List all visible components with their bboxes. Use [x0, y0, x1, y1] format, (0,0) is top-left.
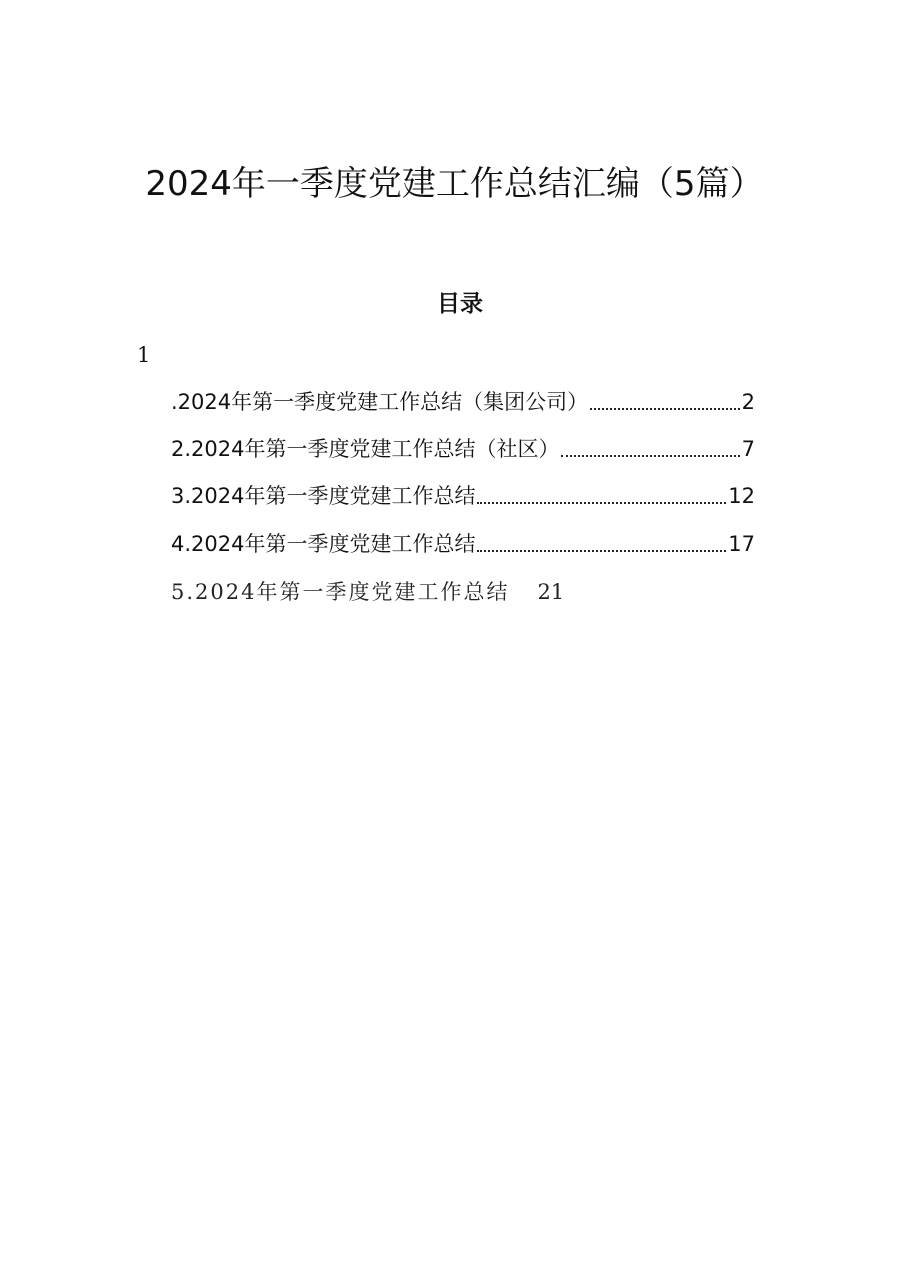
toc-entry-page: 7 — [741, 437, 755, 461]
toc-entry-page: 21 — [537, 580, 565, 604]
toc-entry-text: 4.2024年第一季度党建工作总结 — [171, 532, 476, 556]
toc-dot-leader — [477, 502, 726, 504]
toc-entry-1[interactable] — [171, 386, 755, 418]
toc-entry-text: 5.2024年第一季度党建工作总结 — [171, 580, 510, 604]
toc-dot-leader — [561, 455, 739, 457]
toc-dot-leader — [477, 550, 726, 552]
document-title: 2024年一季度党建工作总结汇编（5篇） — [145, 164, 764, 204]
toc-entry-text: 3.2024年第一季度党建工作总结 — [171, 484, 476, 508]
toc-entry-5[interactable] — [171, 576, 564, 608]
toc-heading: 目录 — [437, 290, 483, 317]
toc-entry-4[interactable] — [171, 528, 755, 560]
toc-entry-text: 2.2024年第一季度党建工作总结（社区） — [171, 437, 560, 461]
toc-stray-number: 1 — [137, 343, 151, 367]
toc-entry-text: .2024年第一季度党建工作总结（集团公司） — [171, 390, 589, 414]
toc-entry-3[interactable] — [171, 480, 755, 512]
toc-entry-page: 2 — [741, 390, 755, 414]
toc-entry-page: 17 — [728, 532, 755, 556]
toc-dot-leader — [590, 408, 740, 410]
toc-entry-2[interactable] — [171, 433, 755, 465]
toc-entry-page: 12 — [728, 484, 755, 508]
